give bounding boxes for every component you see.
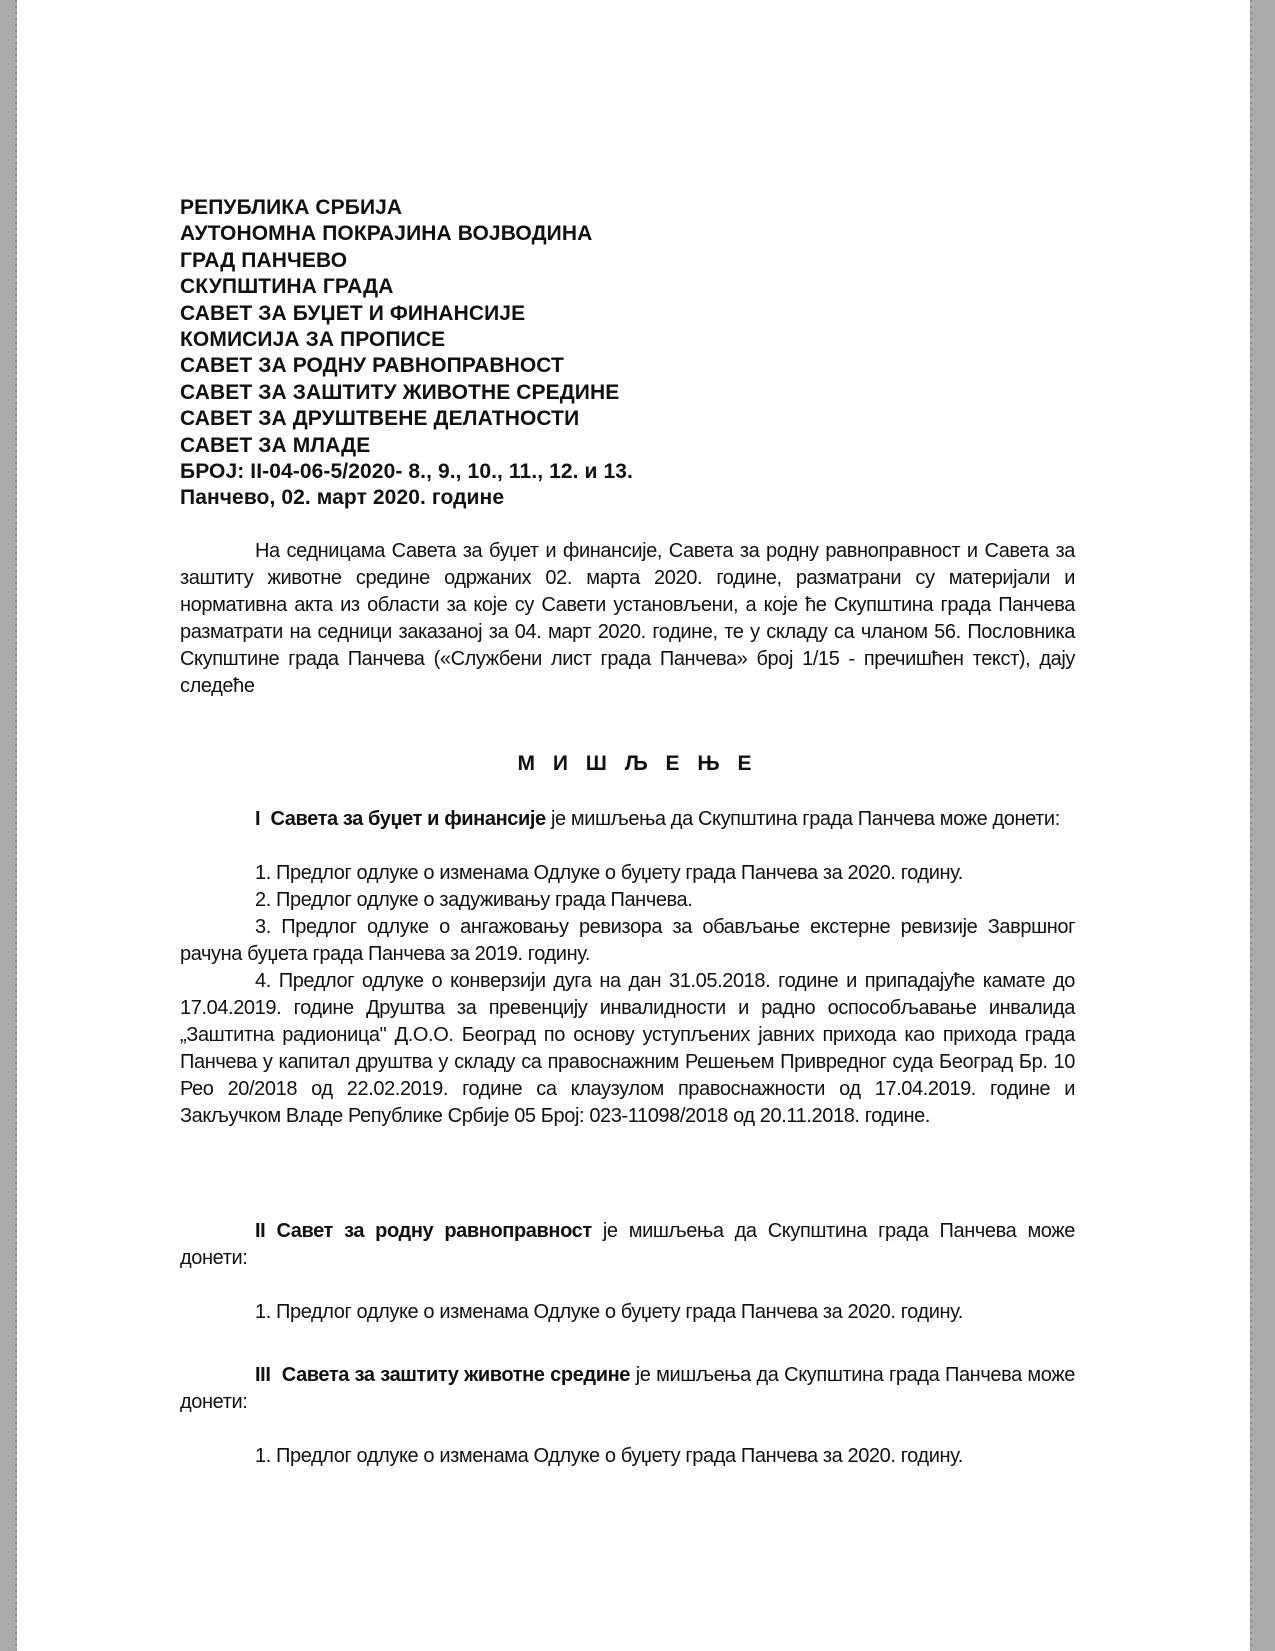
document-date: Панчево, 02. март 2020. године (180, 486, 505, 510)
header-line-environment-council: САВЕТ ЗА ЗАШТИТУ ЖИВОТНЕ СРЕДИНЕ (180, 380, 620, 404)
header-line-regulations-commission: КОМИСИЈА ЗА ПРОПИСЕ (180, 328, 446, 352)
section-1-lead (180, 806, 1075, 833)
section-3-numeral: III (255, 1364, 271, 1386)
header-line-province: АУТОНОМНА ПОКРАЈИНА ВОЈВОДИНА (180, 222, 593, 246)
header-line-youth-council: САВЕТ ЗА МЛАДЕ (180, 433, 371, 457)
section-3 (180, 1362, 1075, 1470)
intro-paragraph: На седницама Савета за буџет и финансије, Савета за родну равноправност и Савета за заштиту животне средине одржаних 02. марта 2020. године, разматрани су материјали и нормативна акта из области за које су Савети установљени, а које ће Скупштина града Панчева разматрати на седници заказаној за 04. март 2020. године, те у складу са чланом 56. Пословника Скупштине града Панчева («Службени лист града Панчева» број 1/15 - пречишћен текст), дају следеће (180, 540, 1075, 697)
section-1-item-2: 2. Предлог одлуке о задуживању града Панчева. (255, 889, 693, 911)
opinion-title: М И Ш Љ Е Њ Е (517, 752, 758, 775)
header-line-assembly: СКУПШТИНА ГРАДА (180, 275, 394, 299)
scan-edge-right (1250, 0, 1252, 1651)
section-1-numeral: I (255, 808, 261, 830)
header-line-city: ГРАД ПАНЧЕВО (180, 248, 348, 272)
header-line-gender-council: САВЕТ ЗА РОДНУ РАВНОПРАВНОСТ (180, 354, 564, 378)
section-2-item-1: 1. Предлог одлуке о изменама Одлуке о буџету града Панчева за 2020. годину. (255, 1301, 963, 1323)
section-2-lead-rest: је мишљења да Скупштина града Панчева може донети: (180, 1220, 1075, 1269)
intro-section (180, 538, 1075, 700)
section-1-item-3: 3. Предлог одлуке о ангажовању ревизора за обављање екстерне ревизије Завршног рачуна буџета града Панчева за 2019. годину. (180, 916, 1075, 965)
section-2 (180, 1218, 1075, 1326)
section-1-body-name: Савета за буџет и финансије (270, 808, 546, 830)
scan-edge-left (15, 0, 17, 1651)
section-3-lead (180, 1362, 1075, 1416)
section-1 (180, 806, 1075, 1130)
header-line-budget-council: САВЕТ ЗА БУЏЕТ И ФИНАНСИЈЕ (180, 301, 526, 325)
document-header (180, 195, 633, 512)
document-number: БРОЈ: II-04-06-5/2020- 8., 9., 10., 11., 12. и 13. (180, 460, 633, 484)
header-line-social-council: САВЕТ ЗА ДРУШТВЕНЕ ДЕЛАТНОСТИ (180, 407, 580, 431)
section-2-numeral: II (255, 1220, 266, 1242)
section-2-lead (180, 1218, 1075, 1272)
header-line-republic: РЕПУБЛИКА СРБИЈА (180, 196, 403, 219)
section-3-item-1: 1. Предлог одлуке о изменама Одлуке о буџету града Панчева за 2020. годину. (255, 1445, 963, 1467)
section-3-lead-rest: је мишљења да Скупштина града Панчева може донети: (180, 1364, 1075, 1413)
section-1-item-1: 1. Предлог одлуке о изменама Одлуке о буџету града Панчева за 2020. годину. (255, 862, 963, 884)
section-1-lead-rest: је мишљења да Скупштина града Панчева може донети: (550, 808, 1060, 830)
section-3-body-name: Савета за заштиту животне средине (281, 1364, 631, 1386)
section-2-body-name: Савет за родну равноправност (276, 1220, 592, 1242)
section-1-item-4: 4. Предлог одлуке о конверзији дуга на дан 31.05.2018. године и припадајуће камате до 17.04.2019. године Друштва за превенцију инвалидности и радно оспособљавање инвалида „Заштитна радионица" Д.О.О. Београд по основу уступљених јавних прихода као прихода града Панчева у капитал друштва у складу са правоснажним Решењем Привредног суда Београд Бр. 10 Рео 20/2018 од 22.02.2019. године са клаузулом правоснажности од 17.04.2019. године и Закључком Владе Републике Србије 05 Број: 023-11098/2018 од 20.11.2018. године. (180, 970, 1075, 1127)
